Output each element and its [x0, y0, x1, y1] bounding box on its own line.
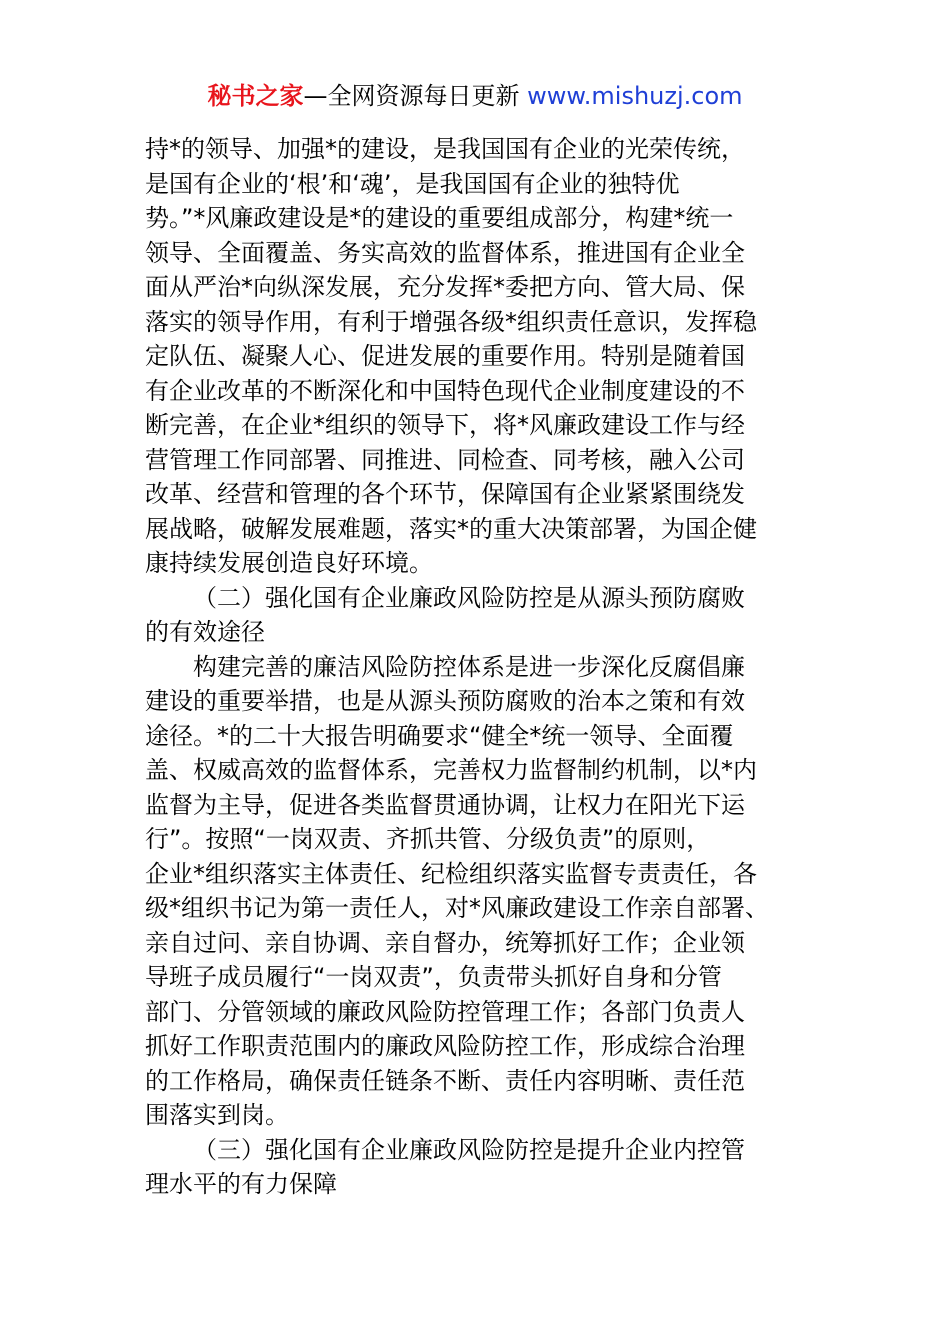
text-line: 落实的领导作用，有利于增强各级*组织责任意识，发挥稳 [145, 307, 757, 336]
text-line: 行”。按照“一岗双责、齐抓共管、分级负责”的原则， [145, 825, 711, 853]
text-line: 导班子成员履行“一岗双责”，负责带头抓好自身和分管 [145, 963, 722, 991]
text-line: 部门、分管领域的廉政风险防控管理工作；各部门负责人 [145, 997, 745, 1026]
text-line: 持*的领导、加强*的建设，是我国国有企业的光荣传统， [145, 135, 745, 163]
text-line: 断完善，在企业*组织的领导下，将*风廉政建设工作与经 [145, 411, 745, 439]
text-line: 建设的重要举措，也是从源头预防腐败的治本之策和有效 [145, 687, 745, 715]
text-line: 是国有企业的‘根’和‘魂’，是我国国有企业的独特优 [145, 169, 680, 198]
text-line: 势。”*风廉政建设是*的建设的重要组成部分，构建*统一 [145, 204, 734, 232]
text-line: 盖、权威高效的监督体系，完善权力监督制约机制，以*内 [145, 756, 757, 784]
text-line: 抓好工作职责范围内的廉政风险防控工作，形成综合治理 [145, 1032, 745, 1060]
text-line: 领导、全面覆盖、务实高效的监督体系，推进国有企业全 [145, 238, 745, 267]
text-line: 级*组织书记为第一责任人，对*风廉政建设工作亲自部署、 [145, 894, 769, 922]
site-header [0, 80, 950, 112]
text-line: 途径。*的二十大报告明确要求“健全*统一领导、全面覆 [145, 721, 734, 750]
section-heading-3-line: 理水平的有力保障 [145, 1170, 337, 1198]
text-line: 展战略，破解发展难题，落实*的重大决策部署，为国企健 [145, 514, 757, 543]
section-heading-2-line: 的有效途径 [145, 618, 265, 646]
document-body [145, 132, 815, 1202]
text-line: 围落实到岗。 [145, 1101, 289, 1129]
text-line: 构建完善的廉洁风险防控体系是进一步深化反腐倡廉 [193, 652, 745, 681]
text-line: 康持续发展创造良好环境。 [145, 549, 433, 577]
section-heading-3-line: （三）强化国有企业廉政风险防控是提升企业内控管 [193, 1135, 745, 1164]
text-line: 有企业改革的不断深化和中国特色现代企业制度建设的不 [145, 376, 745, 405]
brand-name: 秘书之家 [207, 82, 304, 110]
header-tagline: —全网资源每日更新 [303, 82, 520, 110]
text-line: 亲自过问、亲自协调、亲自督办，统筹抓好工作；企业领 [145, 928, 745, 957]
section-heading-2-line: （二）强化国有企业廉政风险防控是从源头预防腐败 [193, 583, 745, 612]
text-line: 定队伍、凝聚人心、促进发展的重要作用。特别是随着国 [145, 342, 745, 370]
text-line: 改革、经营和管理的各个环节，保障国有企业紧紧围绕发 [145, 480, 745, 508]
text-line: 监督为主导，促进各类监督贯通协调，让权力在阳光下运 [145, 790, 745, 819]
text-line: 的工作格局，确保责任链条不断、责任内容明晰、责任范 [145, 1066, 745, 1095]
text-line: 企业*组织落实主体责任、纪检组织落实监督专责责任，各 [145, 859, 757, 888]
text-line: 营管理工作同部署、同推进、同检查、同考核，融入公司 [145, 445, 745, 474]
site-url-link[interactable]: www.mishuzj.com [527, 82, 743, 110]
text-line: 面从严治*向纵深发展，充分发挥*委把方向、管大局、保 [145, 273, 745, 301]
